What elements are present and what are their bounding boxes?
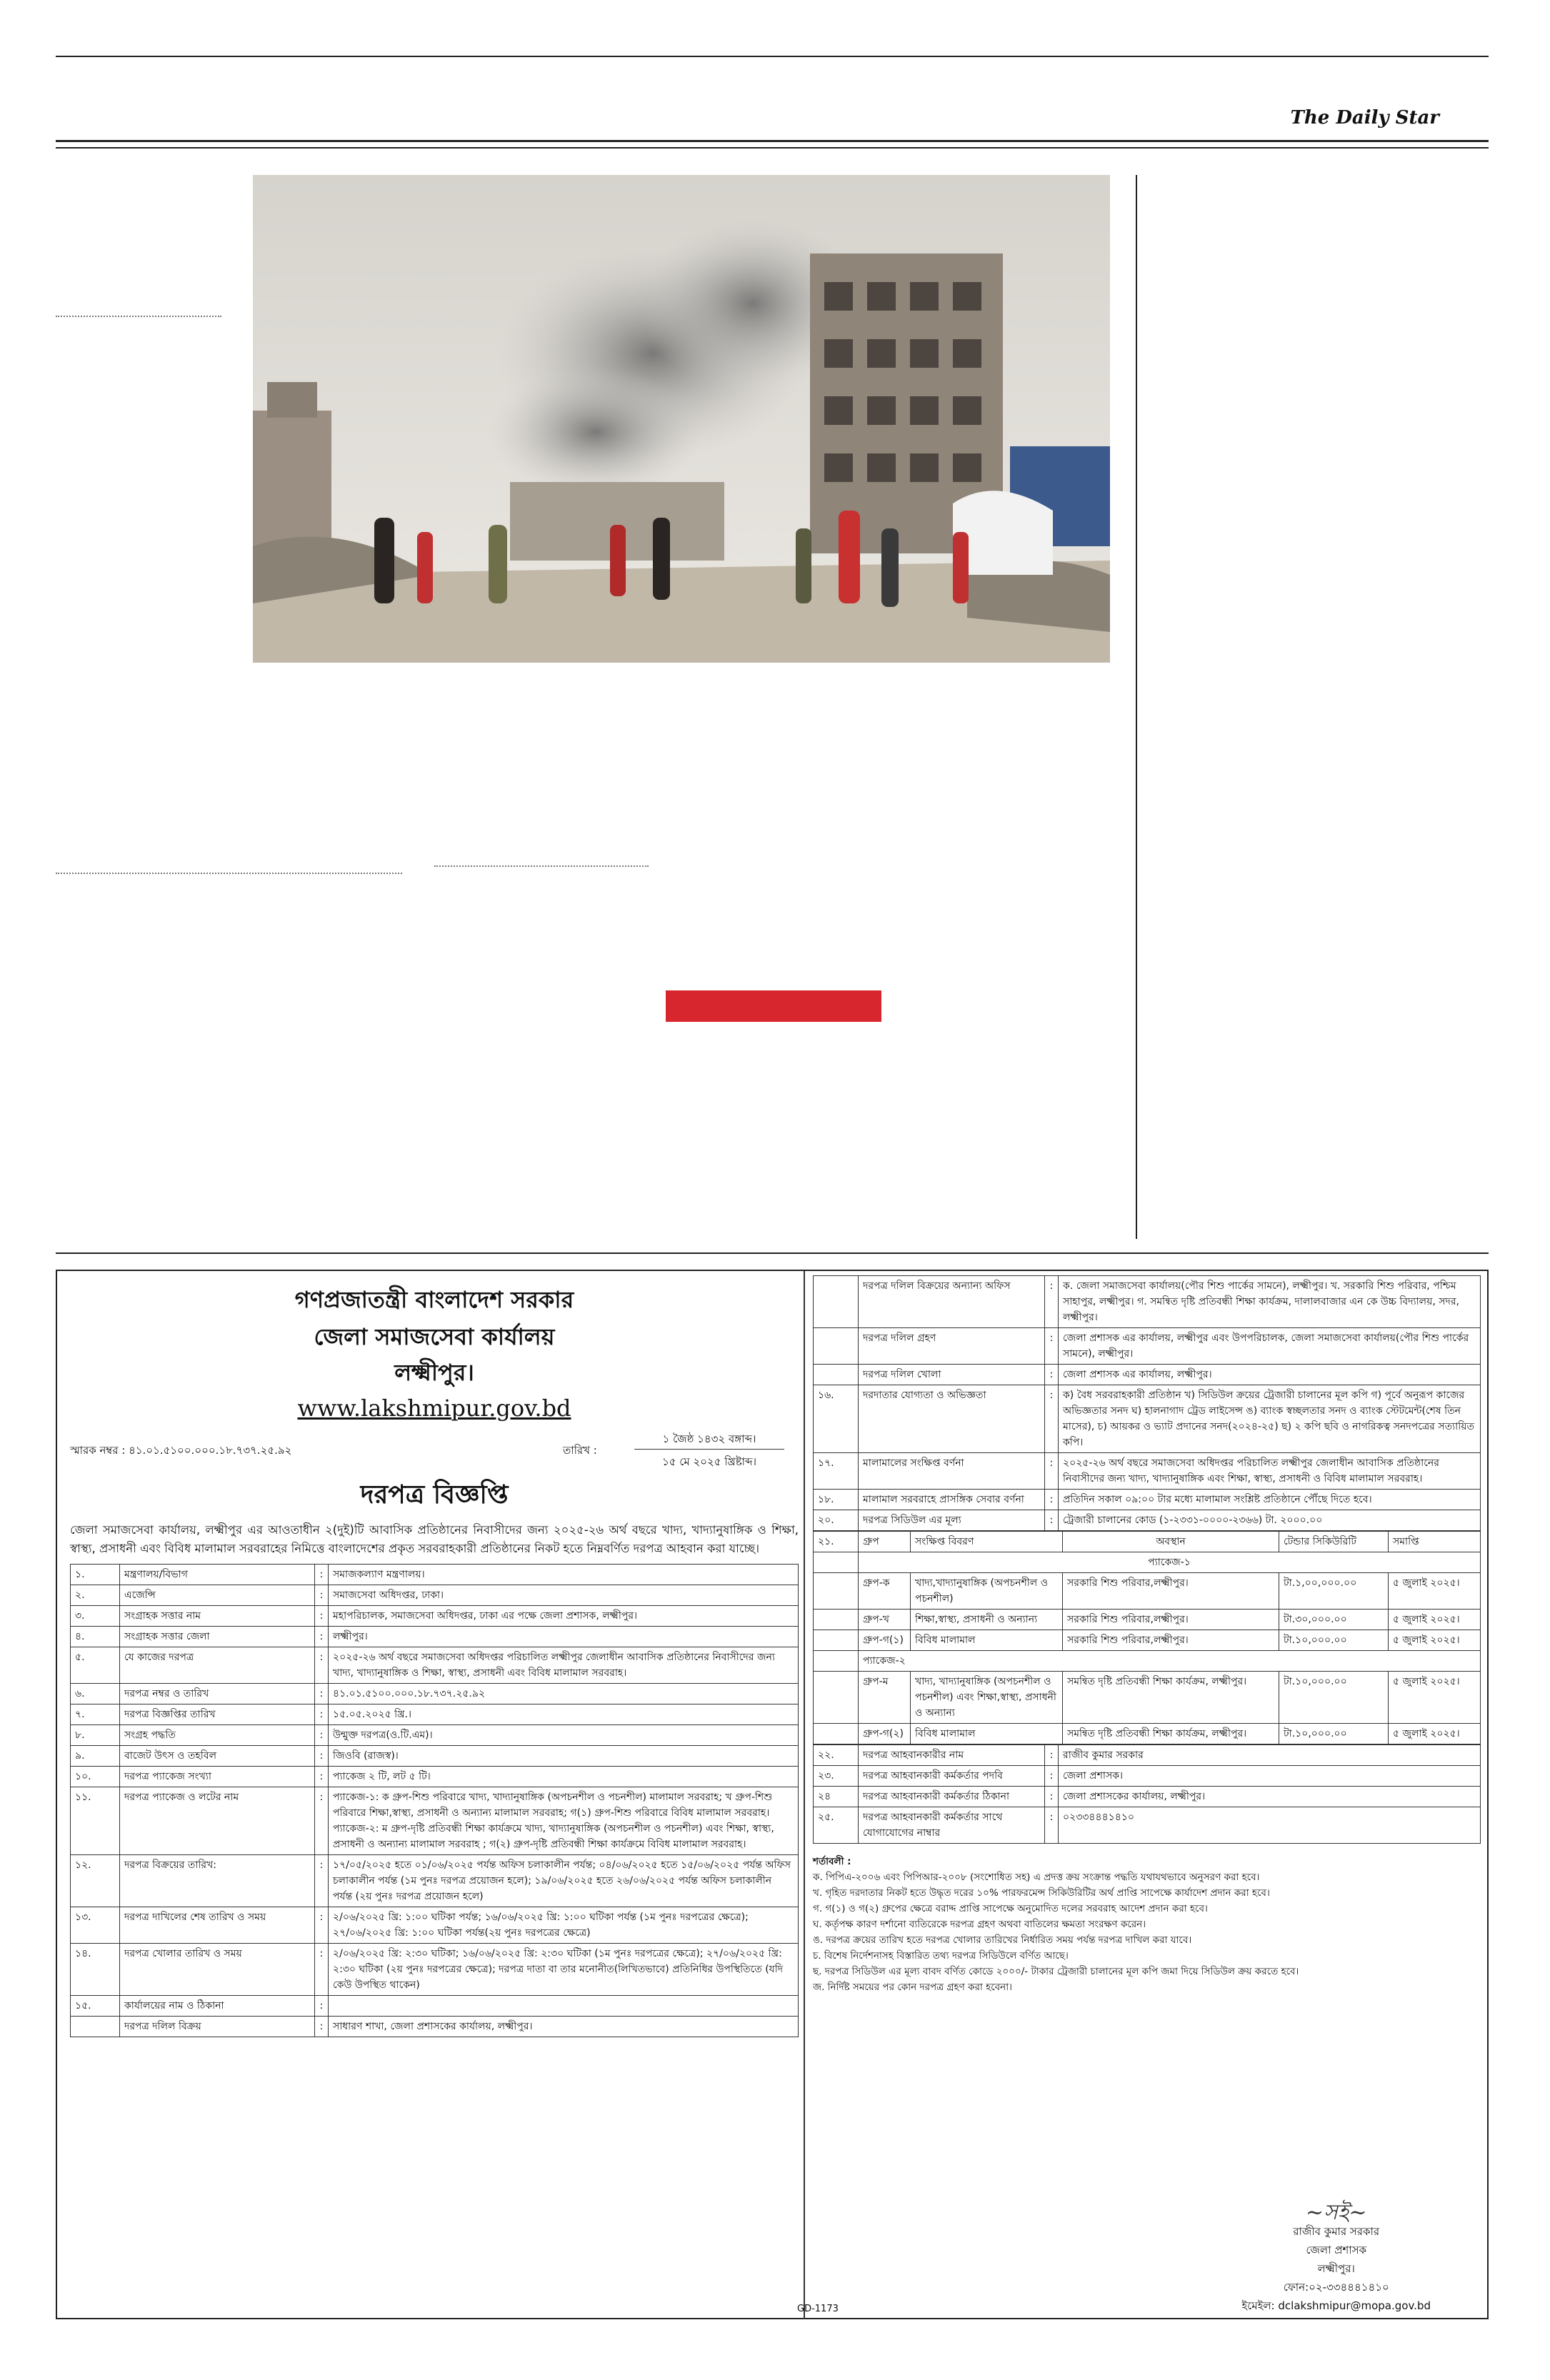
row-no: ৭.	[71, 1704, 120, 1725]
mid-dotted-rule-2	[434, 865, 649, 867]
package1-row	[814, 1552, 1481, 1573]
table-row	[814, 1766, 1481, 1787]
row-colon: :	[315, 1944, 329, 1996]
table-row	[71, 2017, 799, 2037]
table-row	[71, 1684, 799, 1704]
tender-table-right-bottom	[813, 1744, 1481, 1844]
table-row	[71, 1855, 799, 1907]
row-label: যে কাজের দরপত্র	[120, 1647, 315, 1684]
row-value: জেলা প্রশাসক এর কার্যালয়, লক্ষ্মীপুর এবং উপপরিচালক, জেলা সমাজসেবা কার্যালয়(পৌর শিশু পার্কের সামনে), লক্ষ্মীপুর।	[1059, 1328, 1481, 1365]
lot-row	[814, 1630, 1481, 1651]
package2-row	[814, 1651, 1481, 1672]
row-no: ৪.	[71, 1627, 120, 1647]
row-colon: :	[1045, 1510, 1059, 1531]
ad-column-divider	[804, 1271, 805, 2319]
row-label: সংগ্রাহক সত্তার জেলা	[120, 1627, 315, 1647]
term-item: চ. বিশেষ নির্দেশনাসহ বিস্তারিত তথ্য দরপত্র সিডিউলে বর্ণিত আছে।	[813, 1950, 1069, 1962]
row-value: ক. জেলা সমাজসেবা কার্যালয়(পৌর শিশু পার্কের সামনে), লক্ষ্মীপুর। খ. সরকারি শিশু পরিবার, পশ্চিম সাহাপুর, লক্ষ্মীপুর। গ. সমন্বিত দৃষ্টি প্রতিবন্ধী শিক্ষা কার্যক্রম, দালালবাজার এন কে উচ্চ বিদ্যালয়, সদর, লক্ষ্মীপুর।	[1059, 1276, 1481, 1328]
lot-place: সমন্বিত দৃষ্টি প্রতিবন্ধী শিক্ষা কার্যক্রম, লক্ষ্মীপুর।	[1063, 1724, 1279, 1744]
row-label: দরপত্র বিজ্ঞপ্তির তারিখ	[120, 1704, 315, 1725]
table-row	[814, 1385, 1481, 1453]
row-no: ২০.	[814, 1510, 859, 1531]
lot-row	[814, 1573, 1481, 1610]
row-no: ১৭.	[814, 1453, 859, 1490]
masthead-logo: The Daily Star	[1290, 107, 1439, 129]
row-colon: :	[1045, 1328, 1059, 1365]
row-colon: :	[315, 1684, 329, 1704]
row-label: দরপত্র দলিল গ্রহণ	[859, 1328, 1045, 1365]
red-banner-bar	[666, 990, 881, 1022]
tender-left-column	[70, 1281, 799, 2037]
row-value: মহাপরিচালক, সমাজসেবা অধিদপ্তর, ঢাকা এর পক্ষে জেলা প্রশাসক, লক্ষ্মীপুর।	[329, 1606, 799, 1627]
signatory-phone: ফোন:০২-৩৩৪৪৪১৪১০	[1283, 2281, 1389, 2294]
terms-section	[813, 1854, 1481, 1995]
lot-place: সরকারি শিশু পরিবার,লক্ষ্মীপুর।	[1063, 1573, 1279, 1610]
lot-blank	[814, 1610, 859, 1630]
row-no: ৮.	[71, 1725, 120, 1746]
row-no: ৩.	[71, 1606, 120, 1627]
govt-header: গণপ্রজাতন্ত্রী বাংলাদেশ সরকার	[294, 1286, 574, 1313]
row-no: ৯.	[71, 1746, 120, 1767]
row-label: সংগ্রাহক সত্তার নাম	[120, 1606, 315, 1627]
row-value: সমাজসেবা অধিদপ্তর, ঢাকা।	[329, 1585, 799, 1606]
date-label: তারিখ :	[563, 1444, 597, 1457]
row-colon: :	[1045, 1385, 1059, 1453]
term-item: ছ. দরপত্র সিডিউল এর মূল্য বাবদ বর্ণিত কোডে ২০০০/- টাকার ট্রেজারী চালানের মূল কপি জমা দিয়ে সিডিউল ক্রয় করতে হবে।	[813, 1966, 1299, 1977]
masthead-rule-1	[56, 140, 1489, 142]
lot-group: গ্রুপ-ক	[859, 1573, 911, 1610]
table-row	[71, 1787, 799, 1855]
row-colon: :	[1045, 1453, 1059, 1490]
table-row	[71, 1725, 799, 1746]
row-value: রাজীব কুমার সরকার	[1059, 1745, 1481, 1766]
table-row	[814, 1276, 1481, 1328]
table-row	[71, 1767, 799, 1787]
tender-lots-table	[813, 1531, 1481, 1744]
row-label: দরপত্র নম্বর ও তারিখ	[120, 1684, 315, 1704]
lot-place: সরকারি শিশু পরিবার,লক্ষ্মীপুর।	[1063, 1630, 1279, 1651]
memo-line	[70, 1427, 799, 1474]
row-label: দরপত্র দলিল বিক্রয়	[120, 2017, 315, 2037]
table-row	[71, 1746, 799, 1767]
row-colon: :	[315, 1725, 329, 1746]
row-colon: :	[1045, 1807, 1059, 1844]
row-value: প্যাকেজ ২ টি, লট ৫ টি।	[329, 1767, 799, 1787]
row-value: জেলা প্রশাসক।	[1059, 1766, 1481, 1787]
website-link[interactable]: www.lakshmipur.gov.bd	[297, 1395, 571, 1422]
lot-finish: ৫ জুলাই ২০২৫।	[1389, 1630, 1481, 1651]
row-colon: :	[315, 1996, 329, 2017]
notice-title: দরপত্র বিজ্ঞপ্তি	[360, 1480, 509, 1510]
tender-notice	[56, 1270, 1489, 2319]
row-no: ১২.	[71, 1855, 120, 1907]
row-colon: :	[315, 1787, 329, 1855]
row-label: দরপত্র দলিল বিক্রয়ের অন্যান্য অফিস	[859, 1276, 1045, 1328]
row-value: ২/০৬/২০২৫ খ্রি: ২:৩০ ঘটিকা; ১৬/০৬/২০২৫ খ্রি: ২:৩০ ঘটিকা (১ম পুনঃ দরপত্রের ক্ষেত্রে); ২৭/০৬/২০২৫ খ্রি: ২:৩০ ঘটিকা (২য় পুনঃ দরপত্রের ক্ষেত্রে); দরপত্র দাতা বা তার মনোনীত(লিখিতভাবে) প্রতিনিধির উপস্থিতিতে (যদি কেউ উপস্থিত থাকেন)	[329, 1944, 799, 1996]
row-label: মন্ত্রণালয়/বিভাগ	[120, 1565, 315, 1585]
row-label: দরপত্র দাখিলের শেষ তারিখ ও সময়	[120, 1907, 315, 1944]
lot-security: টা.১,০০,০০০.০০	[1279, 1573, 1389, 1610]
mid-dotted-rule-1	[56, 873, 402, 874]
row-label: মালামালের সংক্ষিপ্ত বর্ণনা	[859, 1453, 1045, 1490]
row-no: ২৩.	[814, 1766, 859, 1787]
signatory-title: জেলা প্রশাসক	[1306, 2244, 1367, 2256]
row-no: ১১.	[71, 1787, 120, 1855]
lot-finish: ৫ জুলাই ২০২৫।	[1389, 1610, 1481, 1630]
row-colon: :	[315, 1855, 329, 1907]
table-row	[71, 1565, 799, 1585]
lot-place: সরকারি শিশু পরিবার,লক্ষ্মীপুর।	[1063, 1610, 1279, 1630]
lot-finish: ৫ জুলাই ২০২৫।	[1389, 1672, 1481, 1724]
row-label: দরপত্র সিডিউল এর মূল্য	[859, 1510, 1045, 1531]
lot-blank	[814, 1573, 859, 1610]
lot-desc: বিবিধ মালামাল	[911, 1630, 1063, 1651]
district-header: লক্ষ্মীপুর।	[394, 1359, 474, 1386]
table-row	[814, 1490, 1481, 1510]
row-value: ট্রেজারী চালানের কোড (১-২৩৩১-০০০০-২৩৬৬) টা. ২০০০.০০	[1059, 1510, 1481, 1531]
memo-number: স্মারক নম্বর : ৪১.০১.৫১০০.০০০.১৮.৭৩৭.২৫.৯২	[70, 1444, 292, 1457]
row-value: জেলা প্রশাসক এর কার্যালয়, লক্ষ্মীপুর।	[1059, 1365, 1481, 1385]
lot-group: গ্রুপ-খ	[859, 1610, 911, 1630]
notice-intro: জেলা সমাজসেবা কার্যালয়, লক্ষ্মীপুর এর আওতাধীন ২(দুই)টি আবাসিক প্রতিষ্ঠানের নিবাসীদের জন্য ২০২৫-২৬ অর্থ বছরে খাদ্য, খাদ্যানুষাঙ্গিক ও শিক্ষা, স্বাস্থ্য, প্রসাধনী এবং বিবিধ মালামাল সরবরাহের নিমিত্তে বাংলাদেশের প্রকৃত সরবরাহকারী প্রতিষ্ঠানের নিকট হতে নিম্নবর্ণিত দরপত্র আহবান করা যাচ্ছে।	[70, 1523, 799, 1555]
row-colon: :	[1045, 1365, 1059, 1385]
row-colon: :	[315, 1746, 329, 1767]
row-value: ২/০৬/২০২৫ খ্রি: ১:০০ ঘটিকা পর্যন্ত; ১৬/০৬/২০২৫ খ্রি: ১:০০ ঘটিকা পর্যন্ত (১ম পুনঃ দরপত্রের ক্ষেত্রে); ২৭/০৬/২০২৫ খ্রি: ১:০০ ঘটিকা পর্যন্ত(২য় পুনঃ দরপত্রের ক্ষেত্রে)	[329, 1907, 799, 1944]
row-label: দরদাতার যোগ্যতা ও অভিজ্ঞতা	[859, 1385, 1045, 1453]
lot-row	[814, 1672, 1481, 1724]
row-value: জেলা প্রশাসকের কার্যালয়, লক্ষ্মীপুর।	[1059, 1787, 1481, 1807]
row-label: সংগ্রহ পদ্ধতি	[120, 1725, 315, 1746]
news-photo	[253, 175, 1110, 663]
row-no: ১০.	[71, 1767, 120, 1787]
row-label: দরপত্র আহবানকারীর নাম	[859, 1745, 1045, 1766]
table-row	[71, 1627, 799, 1647]
signatory-email[interactable]: ইমেইল: dclakshmipur@mopa.gov.bd	[1241, 2299, 1431, 2312]
term-item: ঘ. কর্তৃপক্ষ কারণ দর্শানো ব্যতিরেকে দরপত্র গ্রহণ অথবা বাতিলের ক্ষমতা সংরক্ষণ করেন।	[813, 1919, 1146, 1930]
top-rule	[56, 56, 1489, 57]
lot-finish: ৫ জুলাই ২০২৫।	[1389, 1724, 1481, 1744]
signatory-place: লক্ষ্মীপুর।	[1317, 2262, 1355, 2275]
row-no: ১৫.	[71, 1996, 120, 2017]
term-item: গ. গ(১) ও গ(২) গ্রুপের ক্ষেত্রে বরাদ্দ প্রাপ্তি সাপেক্ষে অনুমোদিত দলের সরবরাহ আদেশ প্রদান করা হবে।	[813, 1903, 1208, 1914]
ad-top-rule	[56, 1252, 1489, 1254]
lot-desc: বিবিধ মালামাল	[911, 1724, 1063, 1744]
table-row	[71, 1996, 799, 2017]
row-colon: :	[1045, 1276, 1059, 1328]
table-row	[814, 1745, 1481, 1766]
date-english: ১৫ মে ২০২৫ খ্রিষ্টাব্দ।	[662, 1455, 756, 1468]
row-colon: :	[1045, 1787, 1059, 1807]
term-item: জ. নির্দিষ্ট সময়ের পর কোন দরপত্র গ্রহণ করা হবেনা।	[813, 1982, 1012, 1993]
lot-row	[814, 1610, 1481, 1630]
row-label: এজেন্সি	[120, 1585, 315, 1606]
row-label: দরপত্র আহবানকারী কর্মকর্তার পদবি	[859, 1766, 1045, 1787]
lots-col-desc: সংক্ষিপ্ত বিবরণ	[911, 1532, 1063, 1552]
table-row	[814, 1453, 1481, 1490]
lot-blank	[814, 1672, 859, 1724]
table-row	[71, 1647, 799, 1684]
row-label: মালামাল সরবরাহে প্রাসঙ্গিক সেবার বর্ণনা	[859, 1490, 1045, 1510]
table-row	[814, 1365, 1481, 1385]
lots-col-finish: সমাপ্তি	[1389, 1532, 1481, 1552]
row-value: ২০২৫-২৬ অর্থ বছরে সমাজসেবা অধিদপ্তর পরিচালিত লক্ষ্মীপুর জেলাধীন আবাসিক প্রতিষ্ঠানের নিবাসীদের জন্য খাদ্য, খাদ্যানুষাঙ্গিক ও শিক্ষা, স্বাস্থ্য, প্রসাধনী এবং বিবিধ মালামাল সরবরাহ।	[329, 1647, 799, 1684]
table-row	[71, 1606, 799, 1627]
row-value: ০২৩৩৪৪৪১৪১০	[1059, 1807, 1481, 1844]
row-label: দরপত্র দলিল খোলা	[859, 1365, 1045, 1385]
lot-finish: ৫ জুলাই ২০২৫।	[1389, 1573, 1481, 1610]
row-value: ৪১.০১.৫১০০.০০০.১৮.৭৩৭.২৫.৯২	[329, 1684, 799, 1704]
lot-blank	[814, 1630, 859, 1651]
signatory-name: রাজীব কুমার সরকার	[1293, 2225, 1380, 2238]
row-colon: :	[1045, 1745, 1059, 1766]
row-colon: :	[1045, 1490, 1059, 1510]
lot-desc: খাদ্য, খাদ্যানুষাঙ্গিক (অপচনশীল ও পচনশীল) এবং শিক্ষা,স্বাস্থ্য, প্রসাধনী ও অন্যান্য	[911, 1672, 1063, 1724]
office-header: জেলা সমাজসেবা কার্যালয়	[314, 1323, 555, 1350]
row-value: লক্ষ্মীপুর।	[329, 1627, 799, 1647]
date-bangla: ১ জৈষ্ঠ ১৪৩২ বঙ্গাব্দ।	[634, 1431, 784, 1450]
row-label: দরপত্র আহবানকারী কর্মকর্তার সাথে যোগাযোগের নাম্বার	[859, 1807, 1045, 1844]
row-label: দরপত্র খোলার তারিখ ও সময়	[120, 1944, 315, 1996]
row-colon: :	[315, 1647, 329, 1684]
terms-title: শর্তাবলী :	[813, 1856, 851, 1867]
row-value: প্যাকেজ-১: ক গ্রুপ-শিশু পরিবারে খাদ্য, খাদ্যানুষাঙ্গিক (অপচনশীল ও পচনশীল) মালামাল সরবরাহ; খ গ্রুপ-শিশু পরিবারে শিক্ষা,স্বাস্থ্য, প্রসাধনী ও অন্যান্য মালামাল সরবরাহ; গ(১) গ্রুপ-শিশু পরিবারে বিবিধ মালামাল সরবরাহ। প্যাকেজ-২: ম গ্রুপ-দৃষ্টি প্রতিবন্ধী শিক্ষা কার্যক্রমে খাদ্য, খাদ্যানুষাঙ্গিক (অপচনশীল ও পচনশীল) এবং শিক্ষা, স্বাস্থ্য, প্রসাধনী ও অন্যান্য মালামাল সরবরাহ ; গ(২) গ্রুপ-দৃষ্টি প্রতিবন্ধী শিক্ষা কার্যক্রমে বিবিধ মালামাল সরবরাহ।	[329, 1787, 799, 1855]
row-no: ৬.	[71, 1684, 120, 1704]
row-label: দরপত্র প্যাকেজ ও লটের নাম	[120, 1787, 315, 1855]
term-item: খ. গৃহিত দরদাতার নিকট হতে উদ্ধৃত দরের ১০% পারফরমেন্স সিকিউরিটির অর্থ প্রাপ্তি সাপেক্ষে কার্যাদেশ প্রদান করা হবে।	[813, 1887, 1270, 1899]
signature-block	[1241, 2200, 1431, 2315]
table-row	[71, 1944, 799, 1996]
row-no: ৫.	[71, 1647, 120, 1684]
row-value: সাধারণ শাখা, জেলা প্রশাসকের কার্যালয়, লক্ষ্মীপুর।	[329, 2017, 799, 2037]
row-no	[814, 1365, 859, 1385]
row-no: ১.	[71, 1565, 120, 1585]
lots-col-place: অবস্থান	[1063, 1532, 1279, 1552]
row-colon: :	[315, 1585, 329, 1606]
row-value: প্রতিদিন সকাল ০৯:০০ টার মধ্যে মালামাল সংশ্লিষ্ট প্রতিষ্ঠানে পৌঁছে দিতে হবে।	[1059, 1490, 1481, 1510]
row-value: উন্মুক্ত দরপত্র(ও.টি.এম)।	[329, 1725, 799, 1746]
row-value: জিওবি (রাজস্ব)।	[329, 1746, 799, 1767]
table-row	[814, 1328, 1481, 1365]
row-value: সমাজকল্যাণ মন্ত্রণালয়।	[329, 1565, 799, 1585]
row-label: দরপত্র আহবানকারী কর্মকর্তার ঠিকানা	[859, 1787, 1045, 1807]
gd-code: GD-1173	[797, 2304, 839, 2314]
table-row	[71, 1585, 799, 1606]
lots-col-security: টেন্ডার সিকিউরিটি	[1279, 1532, 1389, 1552]
row-no	[814, 1328, 859, 1365]
row-no	[71, 2017, 120, 2037]
table-row	[814, 1807, 1481, 1844]
row-label: দরপত্র বিক্রয়ের তারিখ:	[120, 1855, 315, 1907]
term-item: ক. পিপিএ-২০০৬ এবং পিপিআর-২০০৮ (সংশোধিত সহ) এ প্রদত্ত ক্রয় সংক্রান্ত পদ্ধতি যথাযথভাবে অনুসরণ করা হবে।	[813, 1872, 1260, 1883]
tender-right-column	[797, 1275, 1481, 2314]
row-colon: :	[1045, 1766, 1059, 1787]
row-value: ১৭/০৫/২০২৫ হতে ০১/০৬/২০২৫ পর্যন্ত অফিস চলাকালীন পর্যন্ত; ০৪/০৬/২০২৫ হতে ১৫/০৬/২০২৫ পর্যন্ত অফিস চলাকালীন পর্যন্ত (১ম পুনঃ দরপত্র প্রয়োজন হলে); ১৯/০৬/২০২৫ হতে ২৬/০৬/২০২৫ পর্যন্ত অফিস চলাকালীন পর্যন্ত (২য় পুনঃ দরপত্র প্রয়োজন হলে)	[329, 1855, 799, 1907]
row-colon: :	[315, 1627, 329, 1647]
lot-desc: শিক্ষা,স্বাস্থ্য, প্রসাধনী ও অন্যান্য	[911, 1610, 1063, 1630]
row-label: বাজেট উৎস ও তহবিল	[120, 1746, 315, 1767]
row-colon: :	[315, 1704, 329, 1725]
lot-security: টা.১০,০০০.০০	[1279, 1630, 1389, 1651]
lot-row	[814, 1724, 1481, 1744]
row-no: ২২.	[814, 1745, 859, 1766]
lot-group: গ্রুপ-গ(১)	[859, 1630, 911, 1651]
row-value: ক) বৈধ সরবরাহকারী প্রতিষ্ঠান খ) সিডিউল ক্রয়ের ট্রেজারী চালানের মূল কপি গ) পূর্বে অনুরূপ কাজের অভিজ্ঞতার সনদ ঘ) হালনাগাদ ট্রেড লাইসেন্স ঙ) ব্যাংক স্বচ্ছলতার সনদ ও ব্যাংক স্টেটমেন্ট(শেষ তিন মাসের), চ) আয়কর ও ভ্যাট প্রদানের সনদ(২০২৪-২৫) ছ) ২ কপি ছবি ও নাগরিকত্ব সনদপত্রের সত্যায়িত কপি।	[1059, 1385, 1481, 1453]
row-colon: :	[315, 1565, 329, 1585]
lots-no: ২১.	[814, 1532, 859, 1552]
row-no: ২৫.	[814, 1807, 859, 1844]
lot-group: গ্রুপ-গ(২)	[859, 1724, 911, 1744]
lot-place: সমন্বিত দৃষ্টি প্রতিবন্ধী শিক্ষা কার্যক্রম, লক্ষ্মীপুর।	[1063, 1672, 1279, 1724]
signature-mark: ~সই~	[1305, 2200, 1367, 2225]
lot-group: গ্রুপ-ম	[859, 1672, 911, 1724]
package1-label: প্যাকেজ-১	[859, 1552, 1481, 1573]
row-colon: :	[315, 1907, 329, 1944]
row-colon: :	[315, 2017, 329, 2037]
row-value: ১৫.০৫.২০২৫ খ্রি.।	[329, 1704, 799, 1725]
table-row	[814, 1787, 1481, 1807]
row-label: দরপত্র প্যাকেজ সংখ্যা	[120, 1767, 315, 1787]
term-item: ঙ. দরপত্র ক্রয়ের তারিখ হতে দরপত্র খোলার তারিখের নির্ধারিত সময় পর্যন্ত দরপত্র দাখিল করা যাবে।	[813, 1934, 1192, 1946]
row-colon: :	[315, 1606, 329, 1627]
row-colon: :	[315, 1767, 329, 1787]
row-no: ২৪	[814, 1787, 859, 1807]
table-row	[71, 1907, 799, 1944]
row-value	[329, 1996, 799, 2017]
lots-header-row	[814, 1532, 1481, 1552]
row-label: কার্যালয়ের নাম ও ঠিকানা	[120, 1996, 315, 2017]
package2-label: প্যাকেজ-২	[859, 1651, 1481, 1672]
lot-desc: খাদ্য,খাদ্যানুষাঙ্গিক (অপচনশীল ও পচনশীল)	[911, 1573, 1063, 1610]
left-dotted-rule	[56, 316, 221, 317]
table-row	[71, 1704, 799, 1725]
lot-blank	[814, 1724, 859, 1744]
row-no: ১৮.	[814, 1490, 859, 1510]
row-no: ১৬.	[814, 1385, 859, 1453]
tender-table-left	[70, 1564, 799, 2037]
row-value: ২০২৫-২৬ অর্থ বছরে সমাজসেবা অধিদপ্তর পরিচালিত লক্ষ্মীপুর জেলাধীন আবাসিক প্রতিষ্ঠানের নিবাসীদের জন্য খাদ্য, খাদ্যানুষাঙ্গিক এবং শিক্ষা, স্বাস্থ্য, প্রসাধনী ও বিবিধ মালামাল সরবরাহ।	[1059, 1453, 1481, 1490]
row-no: ১৩.	[71, 1907, 120, 1944]
lot-security: টা.১০,০০০.০০	[1279, 1672, 1389, 1724]
table-row	[814, 1510, 1481, 1531]
row-no	[814, 1276, 859, 1328]
lot-security: টা.৩০,০০০.০০	[1279, 1610, 1389, 1630]
masthead-rule-2	[56, 147, 1489, 149]
row-no: ১৪.	[71, 1944, 120, 1996]
lots-col-group: গ্রুপ	[859, 1532, 911, 1552]
lot-security: টা.১০,০০০.০০	[1279, 1724, 1389, 1744]
column-rule	[1136, 175, 1137, 1239]
tender-table-right-top	[813, 1275, 1481, 1531]
row-no: ২.	[71, 1585, 120, 1606]
